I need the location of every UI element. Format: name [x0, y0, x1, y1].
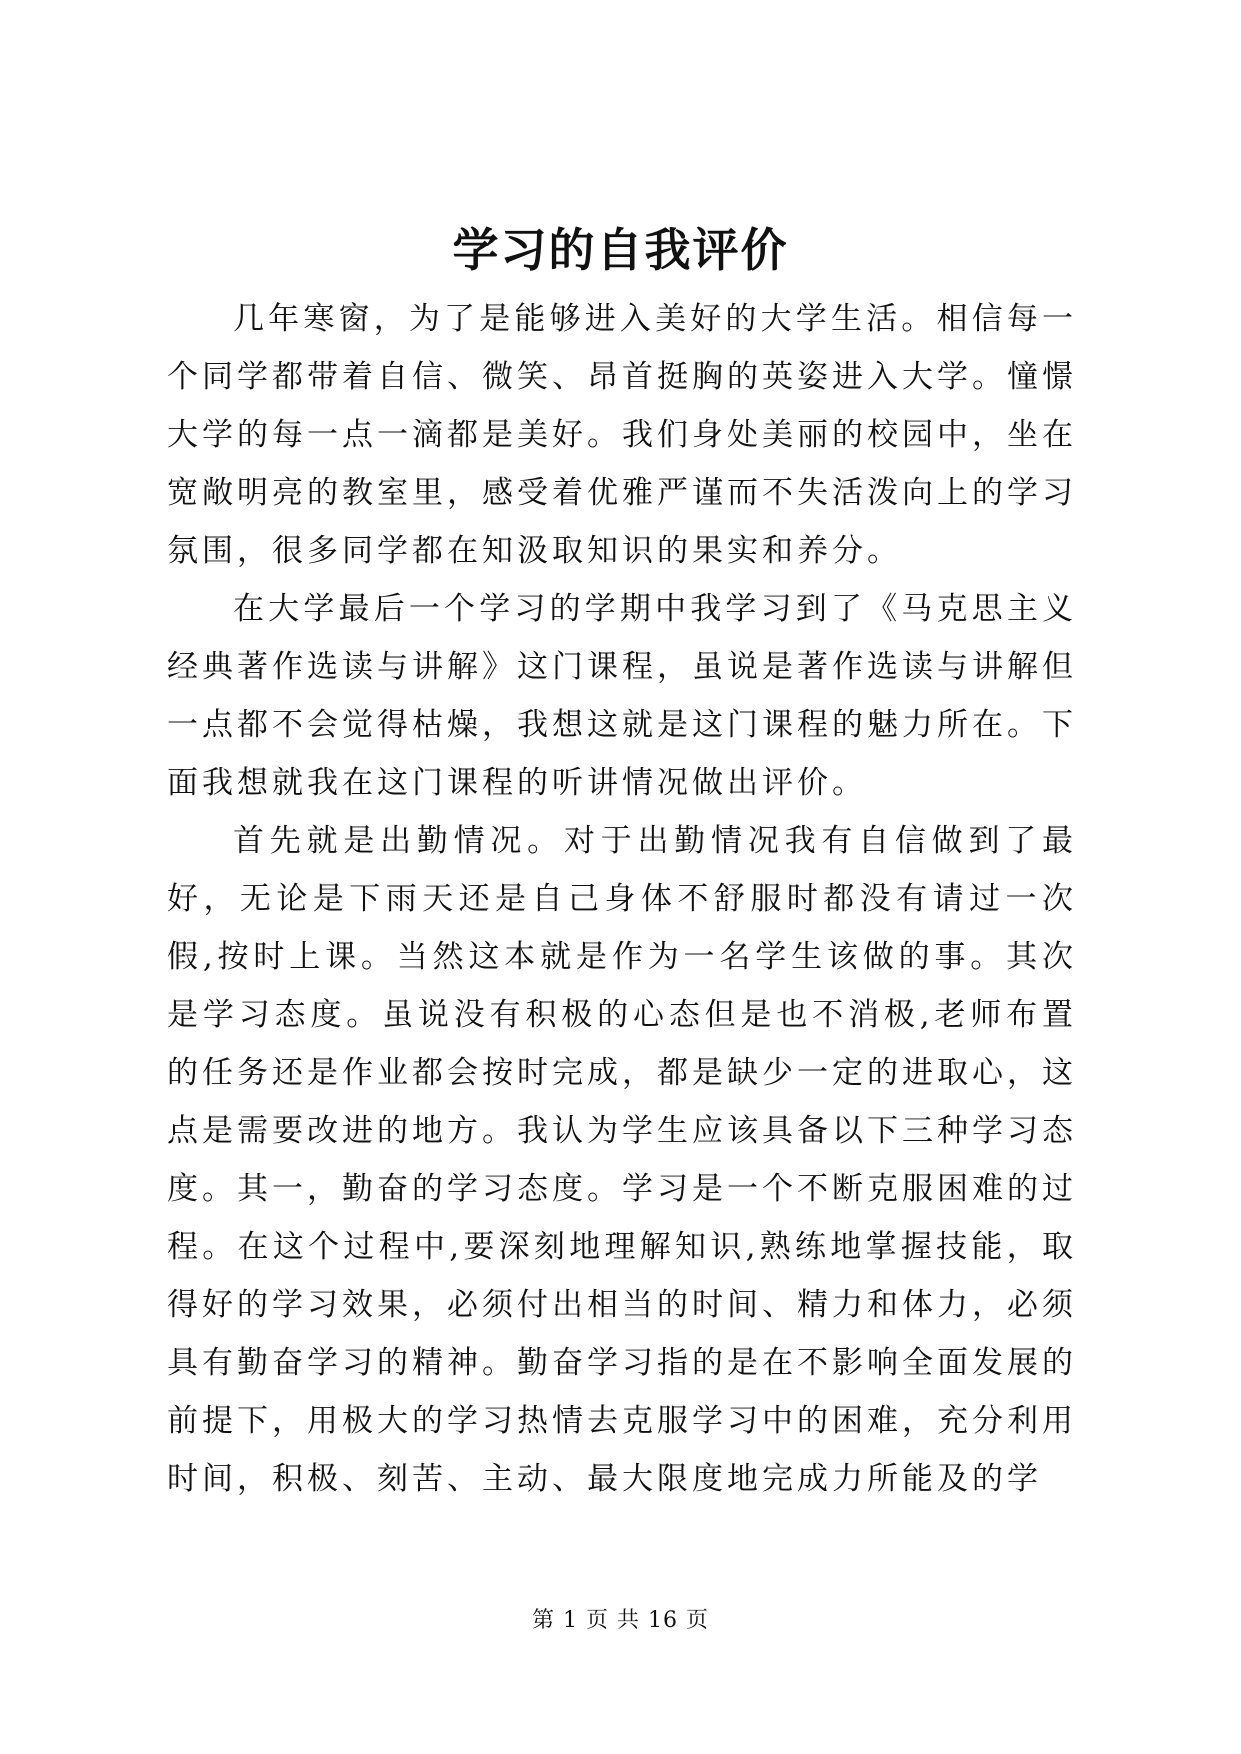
- document-body: [167, 290, 1077, 1508]
- page-number-footer: 第 1 页 共 16 页: [532, 1608, 709, 1633]
- document-title: 学习的自我评价: [452, 223, 789, 277]
- paragraph-2: 在大学最后一个学习的学期中我学习到了《马克思主义经典著作选读与讲解》这门课程，虽说是著作选读与讲解但一点都不会觉得枯燥，我想这就是这门课程的魅力所在。下面我想就我在这门课程的听讲情况做出评价。: [167, 591, 1077, 801]
- paragraph-1: 几年寒窗，为了是能够进入美好的大学生活。相信每一个同学都带着自信、微笑、昂首挺胸的英姿进入大学。憧憬大学的每一点一滴都是美好。我们身处美丽的校园中，坐在宽敞明亮的教室里，感受着优雅严谨而不失活泼向上的学习氛围，很多同学都在知汲取知识的果实和养分。: [167, 301, 1077, 569]
- paragraph-3: 首先就是出勤情况。对于出勤情况我有自信做到了最好，无论是下雨天还是自己身体不舒服时都没有请过一次假,按时上课。当然这本就是作为一名学生该做的事。其次是学习态度。虽说没有积极的心态但是也不消极,老师布置的任务还是作业都会按时完成，都是缺少一定的进取心，这点是需要改进的地方。我认为学生应该具备以下三种学习态度。其一，勤奋的学习态度。学习是一个不断克服困难的过程。在这个过程中,要深刻地理解知识,熟练地掌握技能，取得好的学习效果，必须付出相当的时间、精力和体力，必须具有勤奋学习的精神。勤奋学习指的是在不影响全面发展的前提下，用极大的学习热情去克服学习中的困难，充分利用时间，积极、刻苦、主动、最大限度地完成力所能及的学: [167, 823, 1077, 1497]
